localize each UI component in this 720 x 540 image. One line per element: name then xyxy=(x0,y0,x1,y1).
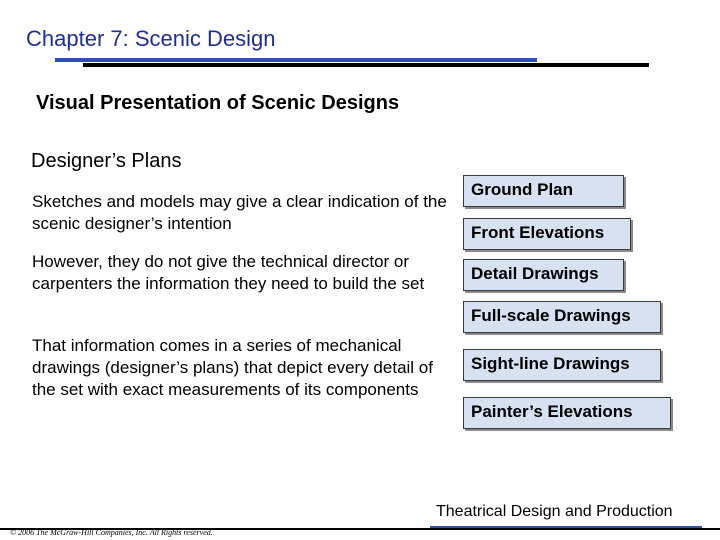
plan-box-detail-drawings: Detail Drawings xyxy=(463,259,624,291)
plan-box-ground-plan: Ground Plan xyxy=(463,175,624,207)
paragraph-mechanical-drawings: That information comes in a series of mechanical drawings (designer’s plans) that depict every detail of the set with exact measurements of its components xyxy=(32,336,433,399)
chapter-title: Chapter 7: Scenic Design xyxy=(26,26,276,51)
header-rule-blue xyxy=(55,58,537,62)
header-rule-black xyxy=(83,63,649,67)
plan-box-full-scale-drawings: Full-scale Drawings xyxy=(463,301,661,333)
footer-book-title: Theatrical Design and Production xyxy=(436,503,673,520)
paragraph-sketches: Sketches and models may give a clear indication of the scenic designer’s intention xyxy=(32,192,447,233)
plan-box-sight-line-drawings: Sight-line Drawings xyxy=(463,349,661,381)
paragraph-technical-director: However, they do not give the technical director or carpenters the information they need to build the set xyxy=(32,252,425,293)
plan-box-front-elevations: Front Elevations xyxy=(463,218,631,250)
section-heading: Designer’s Plans xyxy=(31,150,182,172)
slide-title: Visual Presentation of Scenic Designs xyxy=(36,92,400,114)
plan-box-painters-elevations: Painter’s Elevations xyxy=(463,397,671,429)
copyright-notice: © 2006 The McGraw-Hill Companies, Inc. All Rights reserved. xyxy=(10,528,213,537)
